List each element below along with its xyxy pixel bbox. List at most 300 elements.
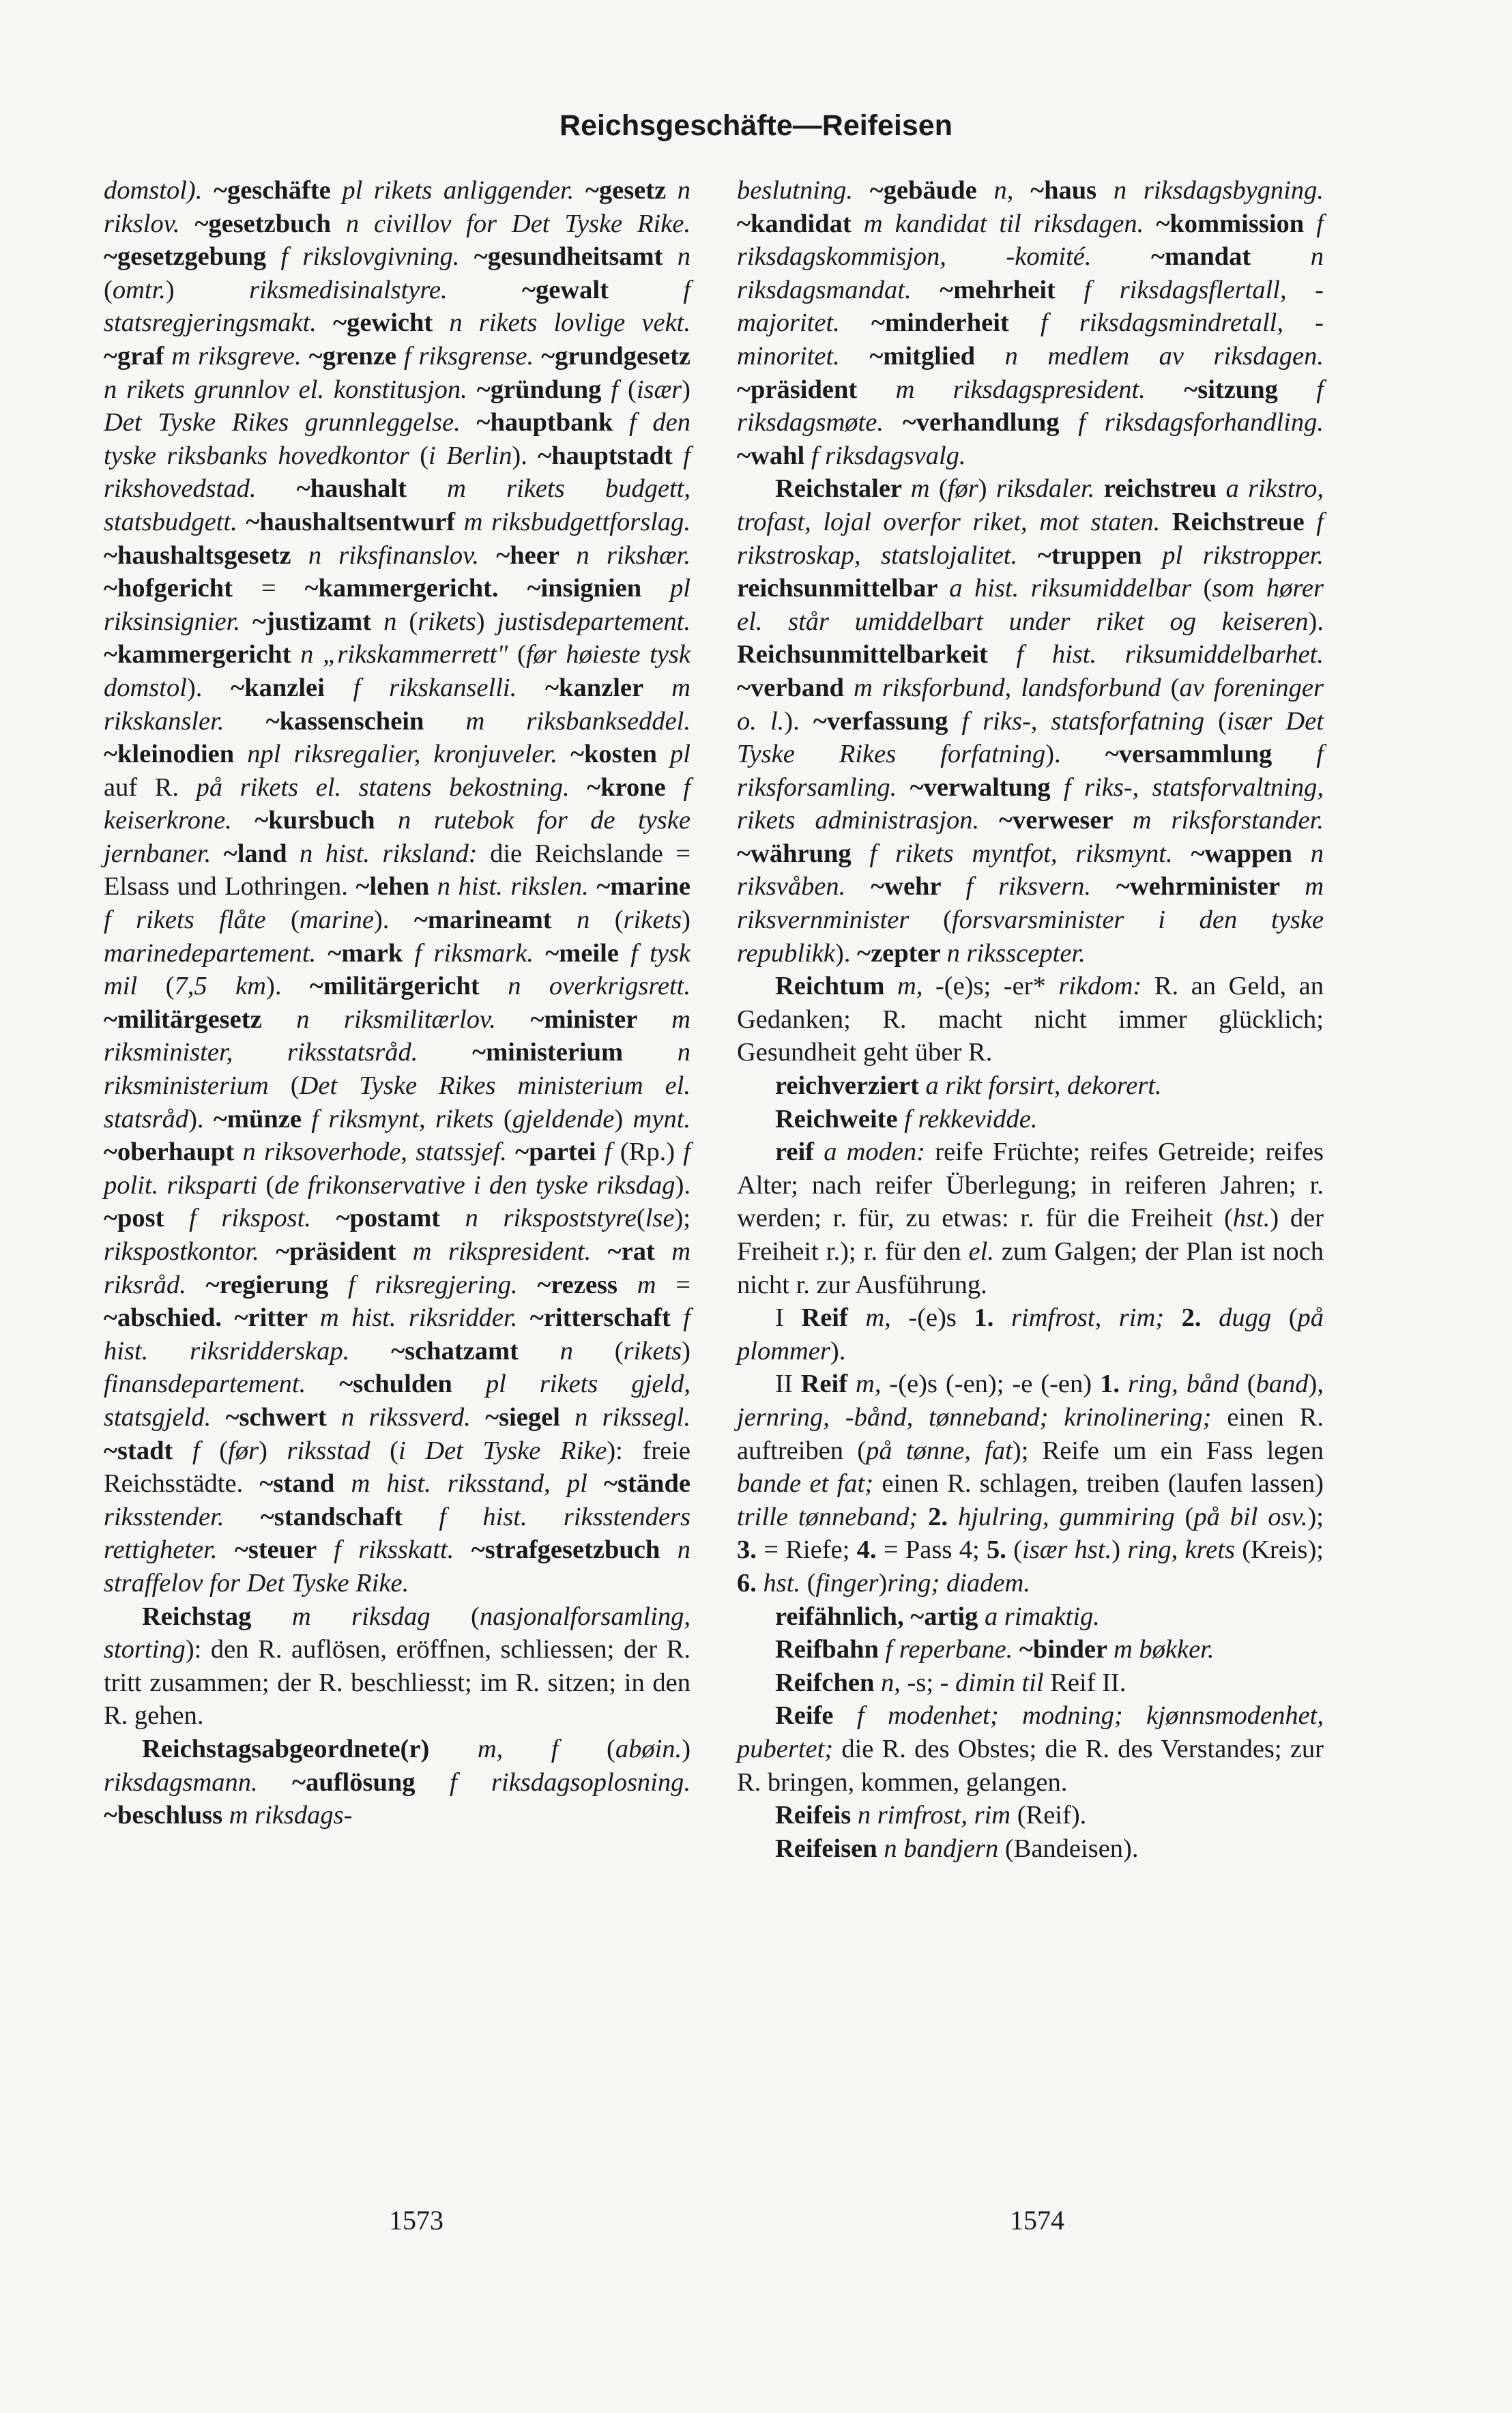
- headword: ~wappen: [1191, 839, 1311, 868]
- headword: ~post: [104, 1204, 190, 1233]
- headword: ~schwert: [225, 1402, 341, 1432]
- example-text: ): [1111, 1535, 1128, 1565]
- translation-text: m hist. riksridder.: [319, 1303, 530, 1333]
- translation-text: hjulring, gummiring: [957, 1502, 1185, 1531]
- example-text: ): [978, 474, 996, 504]
- headword: ~kommission: [1156, 209, 1317, 238]
- translation-text: n medlem av riksdagen.: [1004, 341, 1324, 371]
- translation-text: a rikt forsirt, dekorert.: [925, 1071, 1162, 1101]
- translation-text: n: [577, 906, 615, 935]
- example-text: ): den R. auflösen, eröffnen, schliessen; der R. tritt zusammen; der R. beschliesst; im R. sitzen; in den R. gehen.: [104, 1635, 690, 1731]
- headword: ~kanzlei: [231, 673, 353, 702]
- translation-text: finansdepartement.: [104, 1370, 340, 1399]
- translation-text: f tysk mil: [104, 938, 691, 1001]
- translation-text: omtr.: [112, 275, 166, 304]
- translation-text: m riksbudgettforslag.: [463, 507, 690, 536]
- translation-text: a moden:: [824, 1138, 935, 1167]
- headword: ~kanzler: [545, 673, 672, 702]
- headword: ~wahl: [737, 441, 811, 470]
- example-text: (: [1203, 574, 1212, 603]
- headword: ~oberhaupt: [104, 1138, 243, 1167]
- example-text: ).: [1308, 607, 1324, 636]
- translation-text: marine: [299, 906, 374, 935]
- headword: ~grundgesetz: [541, 341, 690, 371]
- example-text: (: [291, 906, 300, 935]
- example-text: ).: [512, 441, 538, 470]
- example-text: zum Galgen; der Plan ist noch nicht r. zur Ausführung.: [737, 1237, 1324, 1299]
- example-text: ): [259, 1436, 287, 1465]
- translation-text: f riks-, statsforvaltning, rikets administrasjon.: [737, 772, 1324, 835]
- translation-text: n rimfrost, rim: [857, 1801, 1017, 1830]
- example-text: auf R.: [104, 772, 197, 802]
- translation-text: m riksgreve.: [171, 341, 309, 371]
- example-text: ): [878, 1568, 888, 1598]
- translation-text: n,: [993, 176, 1031, 205]
- headword: ~hofgericht: [104, 574, 261, 603]
- headword: 2.: [1181, 1303, 1219, 1333]
- headword: 6.: [737, 1568, 764, 1598]
- translation-text: på tønne, fat: [866, 1436, 1013, 1465]
- headword: reifähnlich, ~artig: [775, 1602, 985, 1631]
- example-text: ); Reife um ein Fass legen: [1012, 1436, 1324, 1465]
- translation-text: m riksforstander.: [1132, 806, 1324, 835]
- translation-text: f riksregjering.: [348, 1270, 538, 1299]
- translation-text: ring, krets: [1127, 1535, 1242, 1565]
- headword: Reifbahn: [775, 1635, 886, 1664]
- example-text: (: [636, 1204, 645, 1233]
- translation-text: n riksministerium: [104, 1038, 690, 1101]
- example-text: =: [261, 574, 305, 603]
- headword: ~münze: [213, 1104, 312, 1133]
- dictionary-entry: [737, 1799, 1324, 1832]
- headword: ~siegel: [485, 1402, 575, 1432]
- example-text: (: [1247, 1370, 1256, 1399]
- headword: 2.: [928, 1502, 958, 1531]
- translation-text: f hist. riksumiddelbarhet.: [1016, 640, 1324, 669]
- headword: ~kassenschein: [265, 706, 466, 736]
- translation-text: n riksoverhode, statssjef.: [242, 1138, 516, 1167]
- translation-text: riksmedisinalstyre.: [249, 275, 522, 304]
- headword: ~verwaltung: [910, 772, 1064, 802]
- headword: ~truppen: [1037, 540, 1163, 570]
- translation-text: pl: [670, 740, 690, 769]
- translation-text: n riksdagsbygning.: [1113, 176, 1324, 205]
- translation-text: n rikets lovlige vekt.: [449, 308, 690, 338]
- headword: ~binder: [1019, 1635, 1114, 1664]
- translation-text: m riksråd.: [104, 1237, 690, 1299]
- headword: ~mehrheit: [940, 275, 1084, 304]
- translation-text: f hist. riksstenders rettigheter.: [104, 1502, 690, 1565]
- example-text: reife Früchte; reifes Getreide; reifes Alter; nach reifer Überlegung; in reiferen Jahren; r. werden; r. für, zu etwas: r. für die Freiheit (: [737, 1138, 1324, 1233]
- dictionary-entry: [737, 1699, 1324, 1799]
- headword: Reichstreue: [1172, 507, 1317, 536]
- translation-text: m riksminister, riksstatsråd.: [104, 1005, 690, 1067]
- example-text: (: [938, 474, 948, 504]
- headword: ~mitglied: [869, 341, 1005, 371]
- example-text: -(e)s; -er*: [935, 972, 1059, 1001]
- headword: ~strafgesetzbuch: [471, 1535, 678, 1565]
- right-column: [737, 174, 1324, 2173]
- translation-text: forsvarsminister i den tyske republikk: [737, 906, 1324, 968]
- translation-text: rikets: [623, 906, 682, 935]
- translation-text: m bøkker.: [1113, 1635, 1215, 1664]
- translation-text: m riksdag: [291, 1602, 471, 1631]
- headword: ~verhandlung: [902, 408, 1079, 437]
- dictionary-entry: [737, 472, 1324, 970]
- translation-text: f: [192, 1436, 220, 1465]
- example-text: (: [517, 640, 526, 669]
- example-text: (: [806, 1568, 816, 1598]
- translation-text: n bandjern: [884, 1834, 1005, 1863]
- dictionary-entry: [737, 1368, 1324, 1600]
- example-text: I: [775, 1303, 802, 1333]
- headword: ~kammergericht: [104, 640, 301, 669]
- headword: ~stände: [603, 1469, 690, 1499]
- translation-text: f rikspost.: [189, 1204, 336, 1233]
- example-text: (: [420, 441, 429, 470]
- dictionary-entry: [737, 1666, 1324, 1700]
- example-text: (: [1184, 1502, 1194, 1531]
- example-text: );: [674, 1204, 690, 1233]
- translation-text: f rikskanselli.: [353, 673, 546, 702]
- headword: ~schulden: [339, 1370, 486, 1399]
- example-text: -(e)s: [908, 1303, 974, 1333]
- translation-text: før høieste tysk domstol: [104, 640, 690, 702]
- headword: ~haushalt: [296, 474, 448, 504]
- translation-text: ring, bånd: [1127, 1370, 1247, 1399]
- translation-text: rikdom:: [1058, 972, 1154, 1001]
- example-text: ) der Freiheit r.); r. für den: [737, 1204, 1324, 1266]
- example-text: II: [775, 1370, 801, 1399]
- headword: ~haushaltsentwurf: [246, 507, 464, 536]
- headword: ~beschluss: [104, 1801, 229, 1830]
- headword: 1.: [1100, 1370, 1128, 1399]
- translation-text: pl rikets anliggender.: [342, 176, 585, 205]
- translation-text: før: [228, 1436, 259, 1465]
- headword: ~rat: [607, 1237, 672, 1266]
- headword: ~ritterschaft: [529, 1303, 684, 1333]
- example-text: (: [1013, 1535, 1022, 1565]
- translation-text: f rikshovedstad.: [104, 441, 690, 504]
- headword: Reichtum: [775, 972, 897, 1001]
- translation-text: pl rikstropper.: [1162, 540, 1324, 570]
- dictionary-entry: [104, 1600, 690, 1733]
- translation-text: n,: [881, 1668, 907, 1697]
- headword: ~krone: [587, 772, 684, 802]
- headword: ~haus: [1030, 176, 1114, 205]
- example-text: (: [1218, 706, 1227, 736]
- translation-text: f polit. riksparti: [104, 1138, 690, 1200]
- translation-text: især: [636, 375, 682, 404]
- headword: ~minister: [530, 1005, 672, 1034]
- headword: ~graf: [104, 341, 172, 371]
- headword: reif: [775, 1138, 824, 1167]
- translation-text: m riksforbund, landsforbund: [854, 673, 1171, 702]
- headword: ~verband: [737, 673, 854, 702]
- example-text: (: [290, 1071, 300, 1101]
- dictionary-entry: [737, 1832, 1324, 1866]
- translation-text: f: [604, 1138, 620, 1167]
- translation-text: m rikskansler.: [104, 673, 690, 736]
- example-text: -s; -: [907, 1668, 956, 1697]
- translation-text: m rikspresident.: [412, 1237, 608, 1266]
- example-text: (Kreis);: [1242, 1535, 1324, 1565]
- example-text: (: [627, 375, 637, 404]
- translation-text: npl riksregalier, kronjuveler.: [247, 740, 570, 769]
- translation-text: a hist. riksumiddelbar: [949, 574, 1204, 603]
- example-text: (: [390, 1436, 398, 1465]
- translation-text: m,: [865, 1303, 909, 1333]
- headword: ~insignien: [527, 574, 671, 603]
- headword: ~land: [223, 839, 300, 868]
- example-text: ).: [834, 938, 858, 968]
- translation-text: f rikslovgivning.: [280, 242, 474, 272]
- example-text: Reif II.: [1050, 1668, 1126, 1697]
- translation-text: m hist. riksstand, pl: [351, 1469, 604, 1499]
- example-text: ): [682, 375, 690, 404]
- headword: ~mark: [328, 938, 415, 968]
- example-text: (: [1288, 1303, 1298, 1333]
- translation-text: som hører el. står umiddelbart under riket og keiseren: [737, 574, 1324, 636]
- example-text: ).: [373, 906, 414, 935]
- translation-text: n riksfinanslov.: [308, 540, 497, 570]
- headword: Reichstag: [142, 1602, 292, 1631]
- headword: ~wehr: [871, 872, 966, 901]
- translation-text: f riksdagsmindretall, -minoritet.: [737, 308, 1324, 371]
- dictionary-entry: [104, 1733, 690, 1832]
- headword: ~auflösung: [292, 1767, 450, 1797]
- translation-text: f riksdagsmøte.: [737, 375, 1324, 437]
- headword: ~marineamt: [413, 906, 577, 935]
- translation-text: abøin.: [615, 1734, 682, 1763]
- translation-text: justisdepartement.: [497, 607, 690, 636]
- translation-text: m: [910, 474, 939, 504]
- dictionary-entry: [737, 174, 1324, 472]
- example-text: ).: [830, 1336, 846, 1366]
- translation-text: på plommer: [737, 1303, 1324, 1366]
- headword: ~sitzung: [1184, 375, 1317, 404]
- translation-text: 7,5 km: [174, 972, 266, 1001]
- translation-text: f riksdagsforhandling.: [1078, 408, 1324, 437]
- translation-text: i Det Tyske Rike: [398, 1436, 607, 1465]
- headword: 3.: [737, 1535, 764, 1565]
- headword: ~schatzamt: [391, 1336, 560, 1366]
- translation-text: riksstender.: [104, 1502, 261, 1531]
- translation-text: Det Tyske Rikes grunnleggelse.: [104, 408, 477, 437]
- example-text: ).: [675, 1170, 691, 1200]
- translation-text: f reperbane.: [885, 1635, 1019, 1664]
- headword: ~versammlung: [1105, 740, 1317, 769]
- headword: ~kursbuch: [255, 806, 398, 835]
- translation-text: n riksdagsmandat.: [737, 242, 1324, 304]
- headword: Reifchen: [775, 1668, 882, 1697]
- example-text: (: [607, 1734, 615, 1763]
- translation-text: trille tønneband;: [737, 1502, 929, 1531]
- example-text: ): [476, 607, 497, 636]
- headword: ~kammergericht.: [304, 574, 527, 603]
- translation-text: m riksvernminister: [737, 872, 1324, 935]
- headword: ~präsident: [276, 1237, 413, 1266]
- example-text: (: [471, 1602, 480, 1631]
- translation-text: f riksdagsflertall, -majoritet.: [737, 275, 1324, 338]
- example-text: =: [675, 1270, 690, 1299]
- example-text: (: [265, 1170, 275, 1200]
- translation-text: n: [677, 242, 691, 272]
- headword: ~lehen: [355, 872, 437, 901]
- dictionary-entry: [737, 1301, 1324, 1368]
- example-text: (: [409, 607, 418, 636]
- headword: ~marine: [596, 872, 690, 901]
- headword: ~standschaft: [260, 1502, 439, 1531]
- translation-text: dugg: [1219, 1303, 1289, 1333]
- headword: ~gründung: [476, 375, 611, 404]
- translation-text: rikets: [418, 607, 476, 636]
- translation-text: a rimaktig.: [984, 1602, 1100, 1631]
- translation-text: n civillov for Det Tyske Rike.: [345, 209, 691, 238]
- dictionary-entry: [737, 1069, 1324, 1103]
- translation-text: især Det Tyske Rikes forfatning: [737, 706, 1324, 769]
- headword: 5.: [986, 1535, 1014, 1565]
- headword: Reichweite: [775, 1104, 905, 1133]
- translation-text: bande et fat;: [737, 1469, 882, 1499]
- translation-text: på rikets el. statens bekostning.: [196, 772, 587, 802]
- headword: reichstreu: [1103, 474, 1226, 504]
- headword: ~gewicht: [333, 308, 450, 338]
- translation-text: m riksbankseddel.: [465, 706, 691, 736]
- dictionary-entry: [737, 1103, 1324, 1136]
- translation-text: f rikets myntfot, riksmynt.: [869, 839, 1191, 868]
- example-text: ): [614, 1104, 633, 1133]
- translation-text: f riksgrense.: [403, 341, 542, 371]
- translation-text: f keiserkrone.: [104, 772, 691, 835]
- example-text: = Pass 4;: [883, 1535, 987, 1565]
- translation-text: f rikstroskap, statslojalitet.: [737, 507, 1324, 570]
- translation-text: gjeldende: [512, 1104, 615, 1133]
- example-text: ).: [188, 1104, 214, 1133]
- headword: reichsunmittelbar: [737, 574, 950, 603]
- headword: ~ritter: [234, 1303, 320, 1333]
- headword: Reif: [800, 1370, 856, 1399]
- translation-text: f riks-, statsforfatning: [961, 706, 1219, 736]
- translation-text: m,: [897, 972, 935, 1001]
- headword: ~militärgesetz: [104, 1005, 297, 1034]
- translation-text: el.: [968, 1237, 994, 1266]
- headword: ~haushaltsgesetz: [104, 540, 308, 570]
- example-text: -(e)s (-en); -e (-en): [889, 1370, 1101, 1399]
- translation-text: i Berlin: [428, 441, 512, 470]
- translation-text: m,: [856, 1370, 890, 1399]
- translation-text: Det Tyske Rikes ministerium el. statsråd: [104, 1071, 690, 1133]
- translation-text: f statsregjeringsmakt.: [104, 275, 691, 338]
- translation-text: n „rikskammerrett": [300, 640, 518, 669]
- page-number-right: 1574: [1010, 2205, 1064, 2236]
- headword: ~kandidat: [737, 209, 864, 238]
- dictionary-entry: [737, 1633, 1324, 1666]
- translation-text: rikets: [623, 1336, 682, 1366]
- translation-text: n rikslov.: [104, 176, 690, 238]
- translation-text: f riksdagskommisjon, -komité.: [737, 209, 1324, 272]
- example-text: ): [682, 1734, 691, 1763]
- headword: Reichsunmittelbarkeit: [737, 640, 1017, 669]
- headword: ~wehrminister: [1116, 872, 1305, 901]
- translation-text: n: [559, 1336, 615, 1366]
- example-text: R. an Geld, an Gedanken; R. macht nicht immer glücklich; Gesundheit geht über R.: [737, 972, 1324, 1067]
- headword: ~grenze: [308, 341, 404, 371]
- headword: ~gesundheitsamt: [474, 242, 678, 272]
- translation-text: n: [383, 607, 409, 636]
- example-text: ): [165, 275, 250, 304]
- translation-text: n hist. rikslen.: [437, 872, 597, 901]
- headword: ~regierung: [205, 1270, 348, 1299]
- headword: ~hauptbank: [476, 408, 629, 437]
- translation-text: f modenhet; modning; kjønnsmodenhet, pubertet;: [737, 1701, 1324, 1763]
- translation-text: dimin til: [955, 1668, 1051, 1697]
- headword: ~stand: [259, 1469, 351, 1499]
- example-text: );: [1307, 1502, 1324, 1531]
- translation-text: f riksdagsvalg.: [811, 441, 966, 470]
- translation-text: n riksscepter.: [946, 938, 1086, 968]
- example-text: (: [503, 1104, 512, 1133]
- headword: Reifeis: [775, 1801, 858, 1830]
- translation-text: a rikstro, trofast, lojal overfor riket, mot staten.: [737, 474, 1324, 536]
- headword: ~gebäude: [869, 176, 994, 205]
- headword: ~ministerium: [472, 1038, 678, 1067]
- headword: Reichstaler: [775, 474, 911, 504]
- translation-text: n rikshær.: [576, 540, 690, 570]
- example-text: = Riefe;: [764, 1535, 857, 1565]
- translation-text: nasjonalforsamling, storting: [104, 1602, 690, 1664]
- headword: ~postamt: [336, 1204, 465, 1233]
- translation-text: riksstad: [287, 1436, 390, 1465]
- headword: Reife: [775, 1701, 857, 1731]
- headword: ~stadt: [104, 1436, 192, 1465]
- translation-text: rikspostkontor.: [104, 1237, 276, 1266]
- running-header: Reichsgeschäfte—Reifeisen: [559, 109, 953, 142]
- headword: ~gewalt: [522, 275, 684, 304]
- example-text: ): [682, 906, 690, 935]
- translation-text: n straffelov for Det Tyske Rike.: [104, 1535, 690, 1598]
- translation-text: mynt.: [633, 1104, 691, 1133]
- example-text: (Rp.): [620, 1138, 684, 1167]
- translation-text: f rikets flåte: [104, 906, 291, 935]
- translation-text: f riksforsamling.: [737, 740, 1324, 802]
- translation-text: m: [637, 1270, 676, 1299]
- translation-text: n rutebok for de tyske jernbaner.: [104, 806, 690, 868]
- translation-text: før: [947, 474, 978, 504]
- example-text: ).: [186, 673, 231, 702]
- headword: ~rezess: [537, 1270, 637, 1299]
- example-text: (Bandeisen).: [1004, 1834, 1139, 1863]
- example-text: ).: [784, 706, 813, 736]
- headword: ~kleinodien: [104, 740, 248, 769]
- dictionary-entry: [737, 1600, 1324, 1634]
- translation-text: n riksmilitærlov.: [296, 1005, 531, 1034]
- translation-text: rimfrost, rim;: [1011, 1303, 1182, 1333]
- translation-text: m rikets budgett, statsbudgett.: [104, 474, 690, 536]
- translation-text: pl rikets gjeld, statsgjeld.: [104, 1370, 691, 1432]
- translation-text: av foreninger o. l.: [737, 673, 1324, 736]
- translation-text: ring; diadem.: [887, 1568, 1030, 1598]
- example-text: (: [943, 906, 952, 935]
- headword: ~präsident: [737, 375, 896, 404]
- translation-text: jernring, -bånd, tønneband; krinolinering;: [737, 1402, 1227, 1432]
- translation-text: m riksdagspresident.: [895, 375, 1184, 404]
- translation-text: f riksmark.: [414, 938, 546, 968]
- translation-text: på bil osv.: [1193, 1502, 1308, 1531]
- headword: ~gesetz: [585, 176, 678, 205]
- translation-text: band: [1255, 1370, 1309, 1399]
- translation-text: n hist. riksland:: [300, 839, 491, 868]
